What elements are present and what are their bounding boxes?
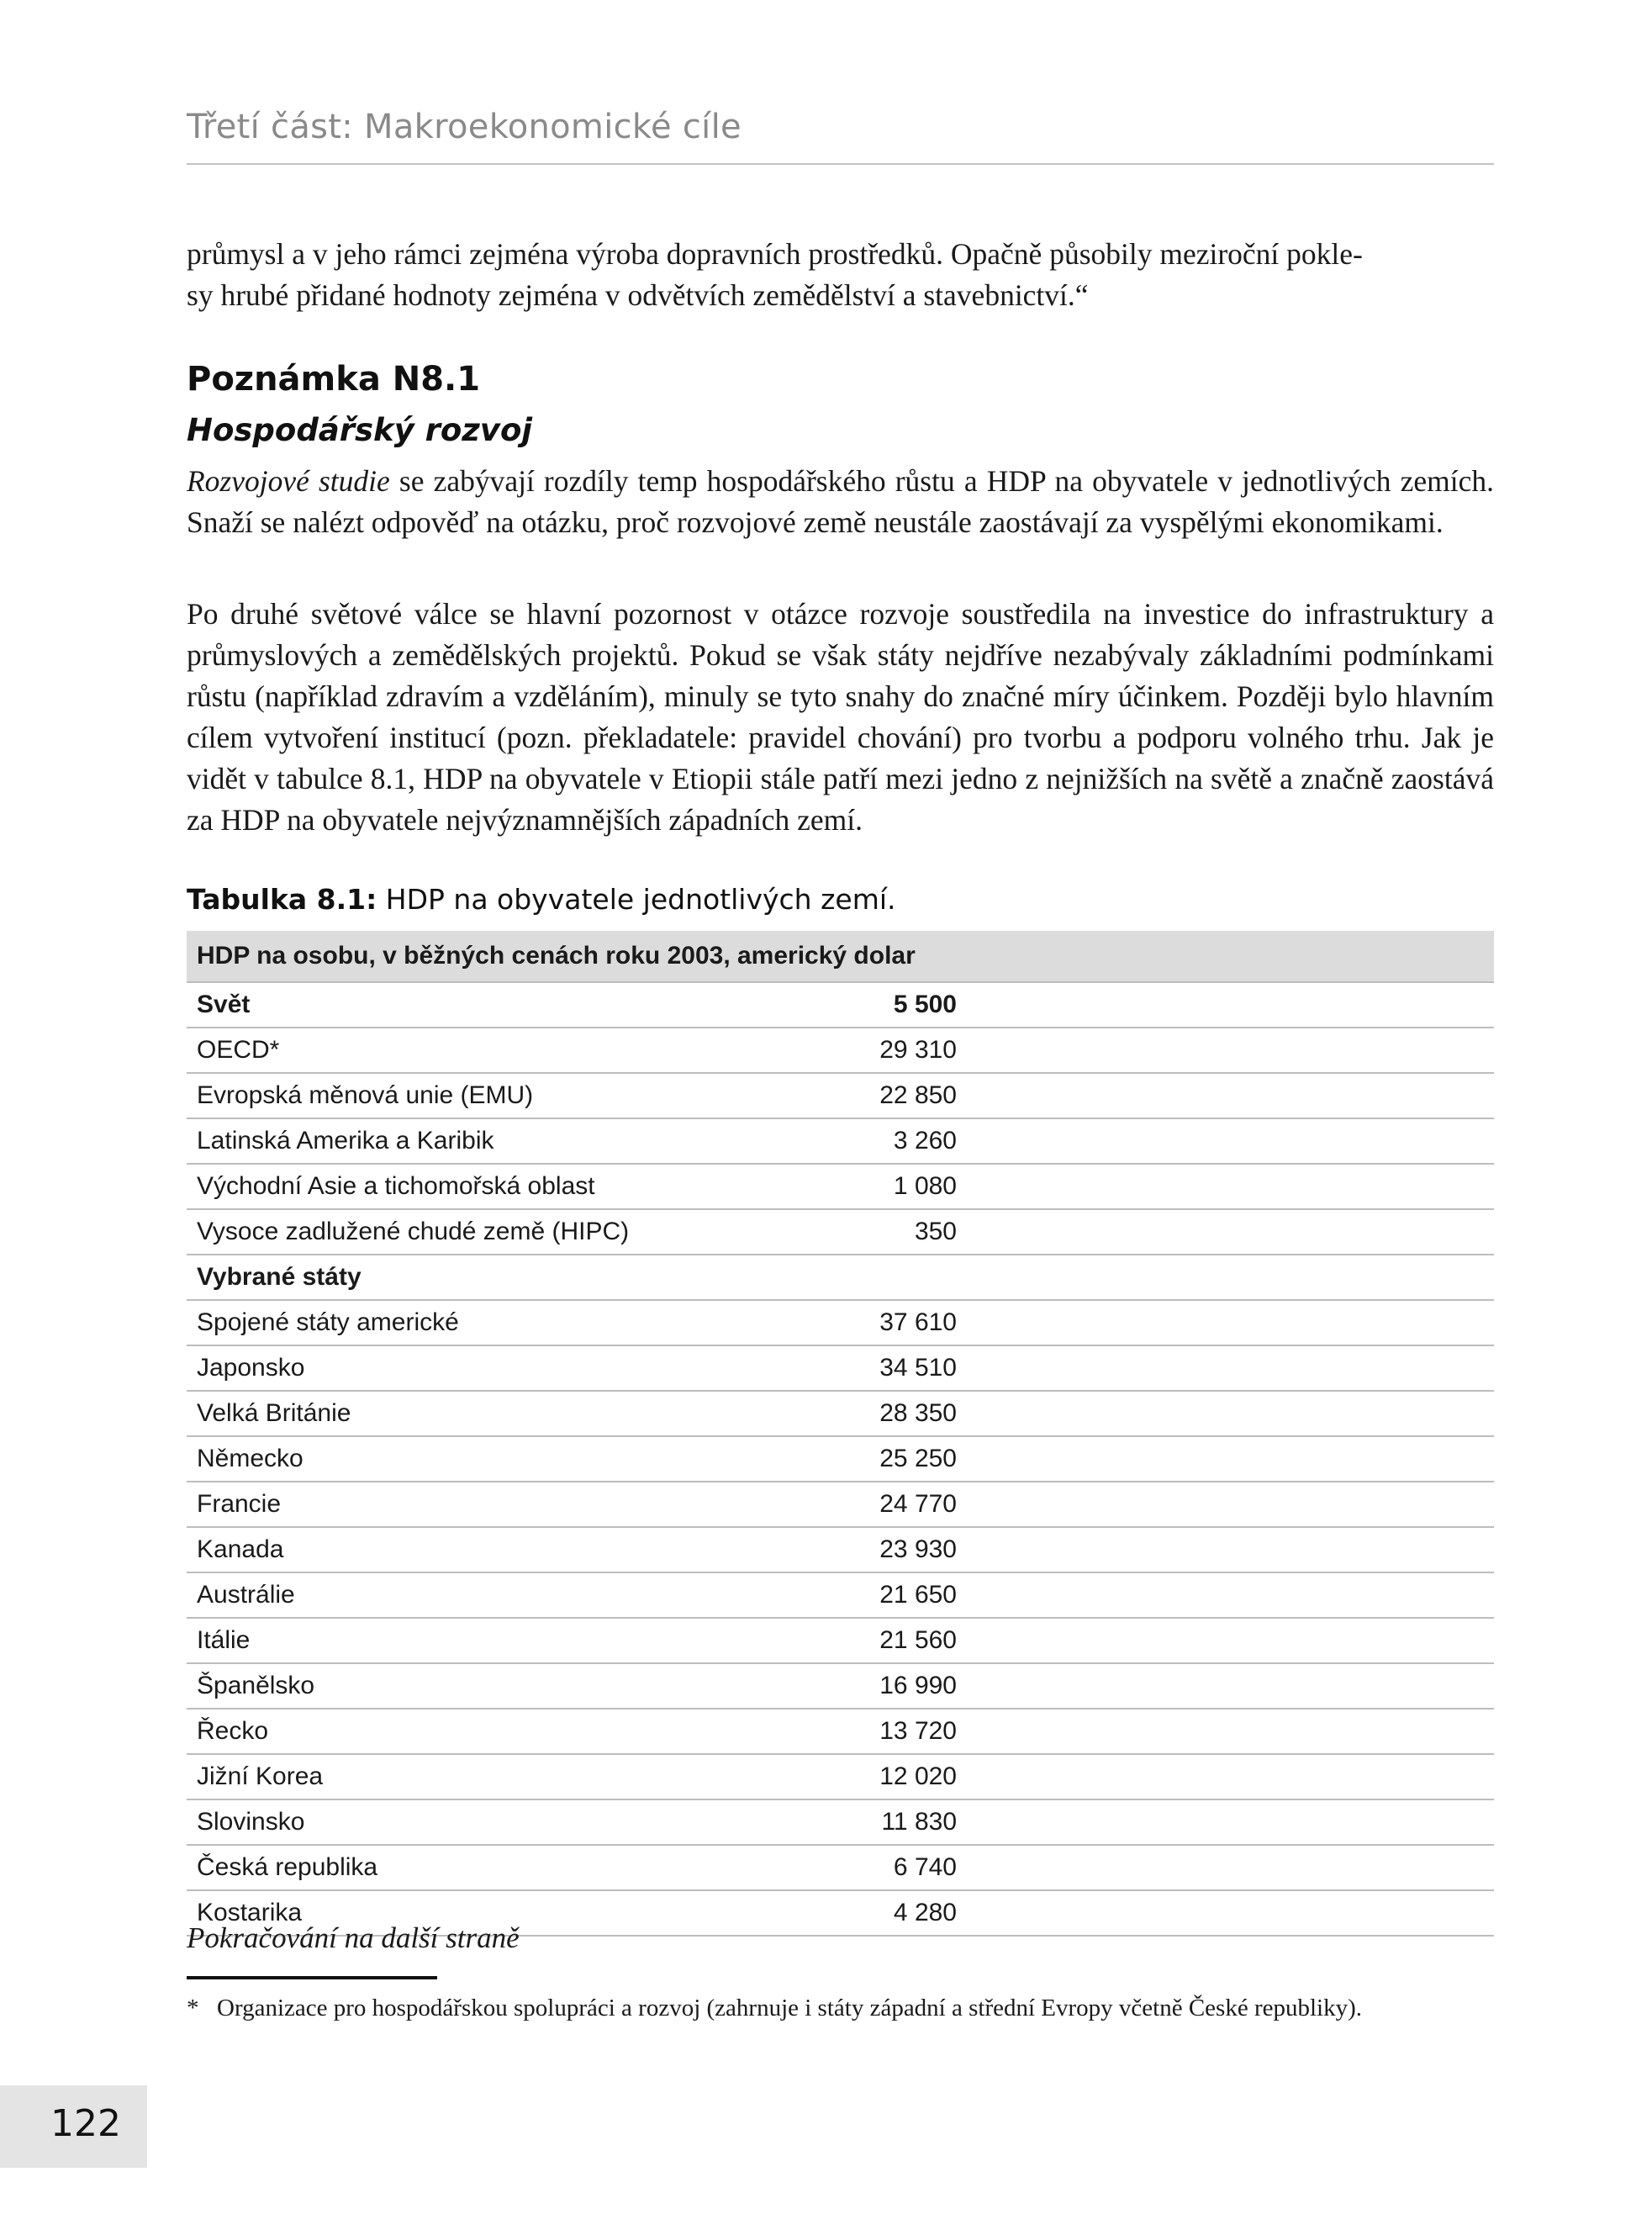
- continued-note: Pokračování na další straně: [187, 1921, 520, 1954]
- row-spacer: [967, 1255, 1494, 1300]
- footnote-text: Organizace pro hospodářskou spolupráci a rozvoj (zahrnuje i státy západní a střední Evropy včetně České republiky).: [217, 1995, 1363, 2021]
- row-value: 29 310: [778, 1028, 967, 1073]
- row-spacer: [967, 1799, 1494, 1845]
- table-row: [187, 1663, 1494, 1709]
- table-row: [187, 1754, 1494, 1799]
- intro-line-2: sy hrubé přidané hodnoty zejména v odvětvích zemědělství a stavebnictví.“: [187, 278, 1089, 312]
- row-label: Česká republika: [187, 1845, 778, 1890]
- table-row: [187, 1527, 1494, 1572]
- row-label: OECD*: [187, 1028, 778, 1073]
- table-row: [187, 1300, 1494, 1345]
- footnote-mark: *: [187, 1995, 199, 2021]
- row-value: 3 260: [778, 1118, 967, 1164]
- row-spacer: [967, 1209, 1494, 1255]
- table-row: [187, 1799, 1494, 1845]
- row-spacer: [967, 1028, 1494, 1073]
- note-paragraph-1-text: se zabývají rozdíly temp hospodářského růstu a HDP na obyvatele v jednotlivých zemích. Snaží se nalézt odpověď na otázku, proč rozvojové země neustále zaostávají za vyspělými ekonomikami.: [187, 464, 1494, 539]
- row-spacer: [967, 1482, 1494, 1527]
- row-spacer: [967, 1845, 1494, 1890]
- row-value: 25 250: [778, 1436, 967, 1482]
- row-value: 37 610: [778, 1300, 967, 1345]
- row-spacer: [967, 1391, 1494, 1436]
- table-row: [187, 1118, 1494, 1164]
- note-paragraph-2: Po druhé světové válce se hlavní pozornost v otázce rozvoje soustředila na investice do infrastruktury a průmyslových a zemědělských projektů. Pokud se však státy nejdříve nezabývaly základními podmínkami růstu (například zdravím a vzděláním), minuly se tyto snahy do značné míry účinkem. Později bylo hlavním cílem vytvoření institucí (pozn. překladatele: pravidel chování) pro tvorbu a podporu volného trhu. Jak je vidět v tabulce 8.1, HDP na obyvatele v Etiopii stále patří mezi jedno z nejnižších na světě a značně zaostává za HDP na obyvatele nejvýznamnějších západních zemí.: [187, 597, 1494, 837]
- table-row: [187, 1209, 1494, 1255]
- row-label: Itálie: [187, 1618, 778, 1663]
- row-spacer: [967, 1663, 1494, 1709]
- row-label: Německo: [187, 1436, 778, 1482]
- running-head-title: Třetí část: Makroekonomické cíle: [187, 108, 1494, 165]
- row-value: 6 740: [778, 1845, 967, 1890]
- row-value: 13 720: [778, 1709, 967, 1754]
- row-value: 16 990: [778, 1663, 967, 1709]
- row-value: 12 020: [778, 1754, 967, 1799]
- table-row: [187, 1345, 1494, 1391]
- row-value: 21 560: [778, 1618, 967, 1663]
- table-row: [187, 1391, 1494, 1436]
- row-spacer: [967, 1345, 1494, 1391]
- row-label: Východní Asie a tichomořská oblast: [187, 1164, 778, 1209]
- row-label: Japonsko: [187, 1345, 778, 1391]
- row-value: 5 500: [778, 982, 967, 1028]
- table-header-row: [187, 931, 1494, 982]
- note-term: Rozvojové studie: [187, 464, 390, 498]
- row-spacer: [967, 1436, 1494, 1482]
- table-row: [187, 1618, 1494, 1663]
- row-spacer: [967, 1164, 1494, 1209]
- row-spacer: [967, 1709, 1494, 1754]
- row-label: Španělsko: [187, 1663, 778, 1709]
- row-label: Kostarika: [187, 1890, 778, 1936]
- row-value: 34 510: [778, 1345, 967, 1391]
- row-value: 21 650: [778, 1572, 967, 1618]
- table-row: [187, 1073, 1494, 1118]
- row-label: Jižní Korea: [187, 1754, 778, 1799]
- row-label: Latinská Amerika a Karibik: [187, 1118, 778, 1164]
- table-row: [187, 1164, 1494, 1209]
- row-label: Evropská měnová unie (EMU): [187, 1073, 778, 1118]
- row-spacer: [967, 1618, 1494, 1663]
- row-value: 1 080: [778, 1164, 967, 1209]
- table-row: [187, 982, 1494, 1028]
- table-header-cell: HDP na osobu, v běžných cenách roku 2003, americký dolar: [187, 931, 1494, 982]
- row-value: [778, 1255, 967, 1300]
- gdp-table: [187, 931, 1494, 1937]
- row-label: Velká Británie: [187, 1391, 778, 1436]
- row-value: 23 930: [778, 1527, 967, 1572]
- row-spacer: [967, 1572, 1494, 1618]
- row-label: Řecko: [187, 1709, 778, 1754]
- row-label: Vybrané státy: [187, 1255, 778, 1300]
- row-label: Vysoce zadlužené chudé země (HIPC): [187, 1209, 778, 1255]
- row-label: Spojené státy americké: [187, 1300, 778, 1345]
- row-label: Austrálie: [187, 1572, 778, 1618]
- table-row: [187, 1482, 1494, 1527]
- row-value: 4 280: [778, 1890, 967, 1936]
- note-subtitle: Hospodářský rozvoj: [187, 412, 533, 448]
- table-row: [187, 1845, 1494, 1890]
- row-value: 11 830: [778, 1799, 967, 1845]
- row-value: 22 850: [778, 1073, 967, 1118]
- row-spacer: [967, 1073, 1494, 1118]
- row-spacer: [967, 1118, 1494, 1164]
- row-label: Svět: [187, 982, 778, 1028]
- row-value: 350: [778, 1209, 967, 1255]
- table-row: [187, 1709, 1494, 1754]
- table-caption-text: HDP na obyvatele jednotlivých zemí.: [377, 883, 896, 916]
- row-spacer: [967, 1890, 1494, 1936]
- table-caption: [187, 883, 896, 916]
- table-row: [187, 1255, 1494, 1300]
- row-label: Slovinsko: [187, 1799, 778, 1845]
- note-title: Poznámka N8.1: [187, 360, 481, 399]
- row-value: 28 350: [778, 1391, 967, 1436]
- table-row: [187, 1436, 1494, 1482]
- row-spacer: [967, 1754, 1494, 1799]
- row-spacer: [967, 982, 1494, 1028]
- table-row: [187, 1572, 1494, 1618]
- row-label: Kanada: [187, 1527, 778, 1572]
- row-label: Francie: [187, 1482, 778, 1527]
- table-row: [187, 1028, 1494, 1073]
- row-spacer: [967, 1300, 1494, 1345]
- intro-paragraph: [187, 234, 1494, 316]
- footnote-rule: [187, 1976, 437, 1979]
- footnote: [187, 1991, 1515, 2025]
- row-value: 24 770: [778, 1482, 967, 1527]
- page-number: 122: [50, 2102, 121, 2145]
- row-spacer: [967, 1527, 1494, 1572]
- note-paragraph-1: [187, 461, 1494, 543]
- table-caption-label: Tabulka 8.1:: [187, 883, 377, 916]
- intro-line-1: průmysl a v jeho rámci zejména výroba dopravních prostředků. Opačně působily meziroční pokle-: [187, 237, 1363, 271]
